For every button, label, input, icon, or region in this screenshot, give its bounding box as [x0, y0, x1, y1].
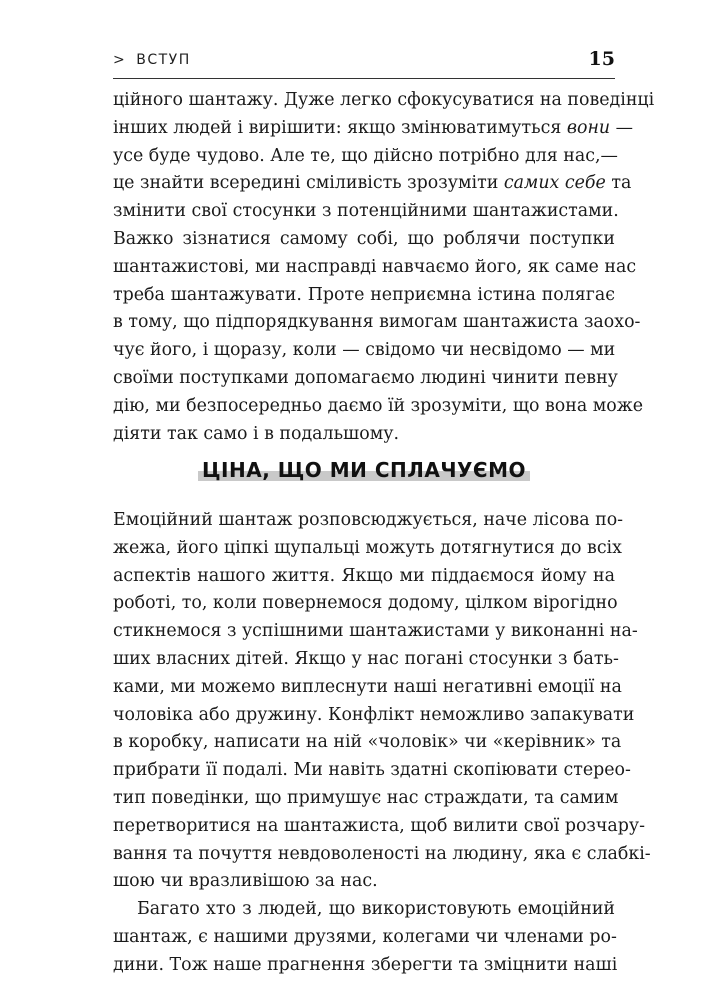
text-line: шою чи вразливішою за нас. — [113, 871, 378, 892]
running-head — [113, 48, 615, 78]
text-line: аспектів нашого життя. Якщо ми піддаємося йому на — [113, 565, 615, 586]
text-line: шантажистові, ми насправді навчаємо його, як саме нас — [113, 256, 637, 277]
text-line: Емоційний шантаж розповсюджується, наче лісова по- — [113, 510, 624, 530]
section-title — [113, 52, 191, 68]
text-line: чує його, і щоразу, коли — свідомо чи несвідомо — ми — [113, 340, 616, 361]
text-line: стикнемося з успішними шантажистами у виконанні на- — [113, 621, 638, 642]
text-line: ками, ми можемо виплеснути наші негативні емоції на — [113, 676, 622, 697]
text-line: усе буде чудово. Але те, що дійсно потрібно для нас,— — [113, 145, 618, 166]
italic-text: самих себе — [503, 173, 606, 194]
text-line: в коробку, написати на ній «чоловік» чи «керівник» та — [113, 732, 622, 753]
header-rule — [113, 78, 615, 79]
italic-text: вони — [566, 117, 611, 138]
text-line: Багато хто з людей, що використовують емоційний — [137, 899, 615, 920]
text-line: вання та почуття невдоволеності на людину, яка є слабкі- — [113, 843, 651, 864]
text-line: дини. Тож наше прагнення зберегти та зміцнити наші — [113, 954, 618, 975]
text-line: жежа, його ціпкі щупальці можуть дотягнутися до всіх — [113, 537, 622, 558]
text-line: це знайти всередині сміливість зрозуміти самих себе та — [113, 173, 632, 194]
text-line: прибрати її подалі. Ми навіть здатні скопіювати стерео- — [113, 760, 631, 781]
text-line: змінити свої стосунки з потенційними шантажистами. — [113, 201, 619, 222]
text-line: інших людей і вирішити: якщо змінюватимуться вони — — [113, 117, 634, 138]
text-line: роботі, то, коли повернемося додому, цілком вірогідно — [113, 593, 618, 614]
text-line: треба шантажувати. Проте неприємна істина полягає — [113, 284, 615, 305]
text-line: в тому, що підпорядкування вимогам шантажиста заохо- — [113, 312, 641, 333]
text-line: тип поведінки, що примушує нас страждати, та самим — [113, 787, 619, 808]
section-heading-text: ЦІНА, ЩО МИ СПЛАЧУЄМО — [198, 458, 530, 482]
text-line: ших власних дітей. Якщо у нас погані стосунки з бать- — [113, 648, 619, 669]
section-name: ВСТУП — [136, 52, 191, 68]
text-line: дію, ми безпосередньо даємо їй зрозуміти, що вона може — [113, 395, 644, 416]
text-line: шантаж, є нашими друзями, колегами чи членами ро- — [113, 926, 617, 947]
page-number: 15 — [588, 48, 615, 70]
text-line: своїми поступками допомагаємо людині чинити певну — [113, 367, 618, 388]
paragraph-1 — [113, 87, 655, 448]
paragraph-2 — [113, 507, 651, 980]
text-line: ційного шантажу. Дуже легко сфокусуватися на поведінці — [113, 90, 655, 110]
text-line: перетворитися на шантажиста, щоб вилити свої розчару- — [113, 815, 646, 836]
chevron-right-icon: > — [113, 52, 127, 68]
text-line: діяти так само і в подальшому. — [113, 423, 399, 444]
section-heading — [113, 458, 615, 482]
text-line: чоловіка або дружину. Конфлікт неможливо запакувати — [113, 704, 635, 725]
text-line: Важко зізнатися самому собі, що роблячи поступки — [113, 228, 615, 249]
